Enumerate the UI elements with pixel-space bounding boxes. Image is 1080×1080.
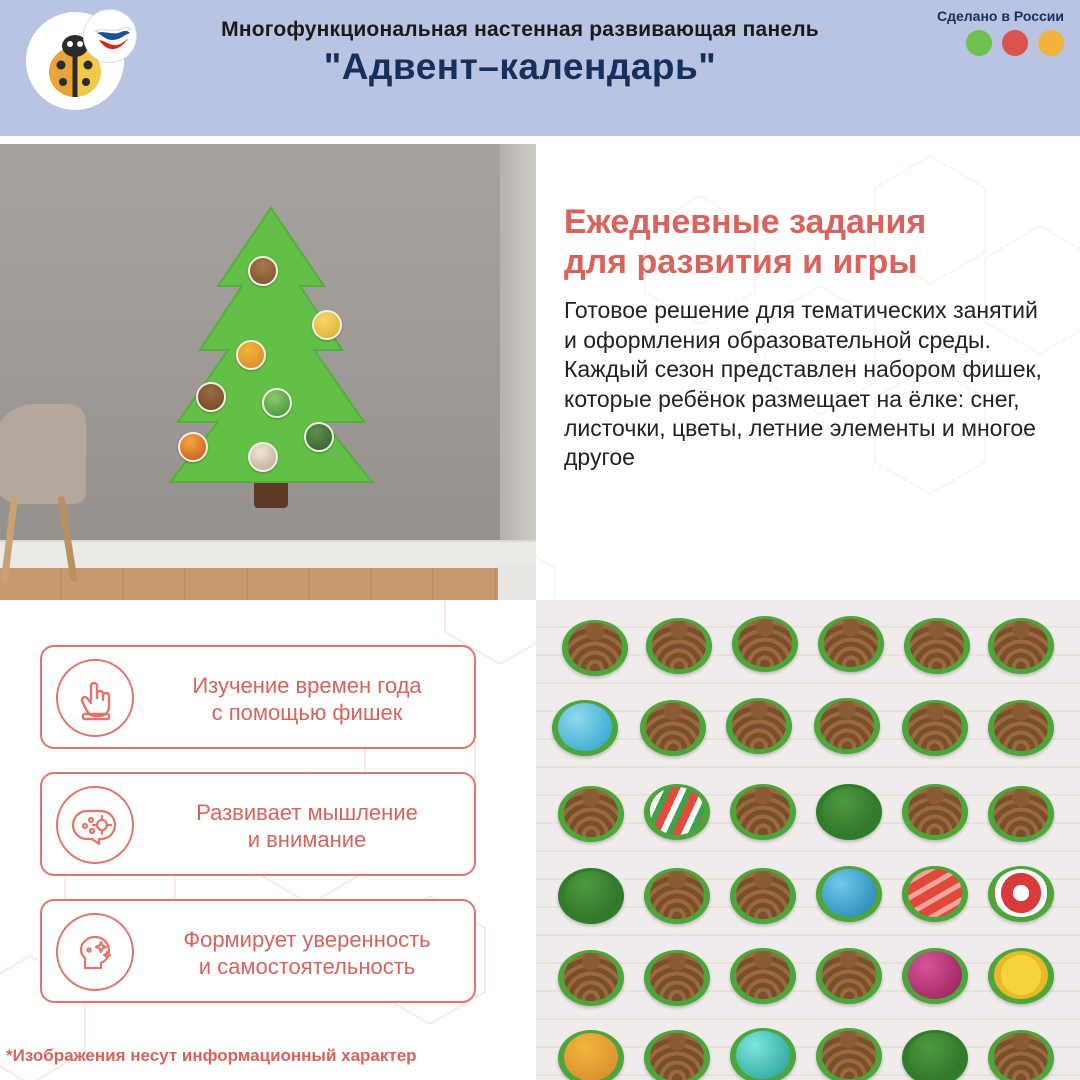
tree-chip-orange	[236, 340, 266, 370]
chip-cone	[816, 1028, 882, 1080]
tree-chip-dark	[304, 422, 334, 452]
made-in-russia-badge	[937, 8, 1064, 56]
chip-cone	[988, 786, 1054, 842]
gear-brain-icon	[56, 786, 134, 864]
chip-cone	[730, 948, 796, 1004]
tree-chip-cone	[248, 256, 278, 286]
chip-cone	[562, 620, 628, 676]
header-subtitle: Многофункциональная настенная развивающая панель	[221, 18, 819, 41]
chip-cone	[646, 618, 712, 674]
chair-seat	[0, 404, 86, 504]
tree-chip-yellow	[312, 310, 342, 340]
tree-chip-leaf	[178, 432, 208, 462]
chip-blue-bauble	[552, 700, 618, 756]
feature-label-seasons	[142, 647, 472, 751]
chip-dark-green	[902, 1030, 968, 1080]
features-section	[0, 600, 536, 1080]
chip-cone	[902, 784, 968, 840]
feature-seasons-line1: Изучение времен года	[192, 672, 422, 698]
panel-heading-line1: Ежедневные задания	[564, 203, 927, 241]
head-sparkle-icon	[56, 913, 134, 991]
dot-yellow	[1038, 30, 1064, 56]
dot-green	[966, 30, 992, 56]
radiator	[498, 564, 536, 600]
chip-blue-bauble	[816, 866, 882, 922]
felt-tree	[128, 200, 418, 530]
chip-dark-green	[558, 868, 624, 924]
hand-pointing-icon	[56, 659, 134, 737]
brand-logo	[22, 8, 140, 114]
chip-cone	[644, 950, 710, 1006]
chip-cone	[988, 700, 1054, 756]
chip-cone	[988, 1030, 1054, 1080]
chip-teal-bauble	[730, 1028, 796, 1080]
panel-heading-line2: для развития и игры	[564, 243, 918, 282]
dot-red	[1002, 30, 1028, 56]
chip-yellow-flower-bauble	[988, 948, 1054, 1004]
chips-set-photo	[536, 600, 1080, 1080]
feature-thinking-line2: и внимание	[247, 827, 367, 852]
chip-striped-candy	[644, 784, 710, 840]
feature-thinking-line1: Развивает мышление	[196, 799, 418, 825]
chip-cone	[732, 616, 798, 672]
chip-cone	[726, 698, 792, 754]
chip-cone	[558, 950, 624, 1006]
chip-orange-star-bauble	[558, 1030, 624, 1080]
made-in-russia-label: Сделано в России	[937, 8, 1064, 24]
description-panel	[536, 144, 1080, 600]
chip-dark-green	[816, 784, 882, 840]
chip-cone	[558, 786, 624, 842]
page-title: "Адвент–календарь"	[323, 46, 717, 87]
chip-cone	[818, 616, 884, 672]
chip-cone	[902, 700, 968, 756]
tree-chip-green	[262, 388, 292, 418]
panel-body-text: Готовое решение для тематических занятий и оформления образовательной среды. Каждый сезон представлен набором фишек, которые ребёнок размещает на ёлке: снег, листочки, цветы, летние элементы и многое другое	[564, 297, 1042, 471]
chip-cone	[644, 1030, 710, 1080]
chip-cone	[988, 618, 1054, 674]
felt-christmas-tree-photo	[0, 144, 536, 600]
russian-flag-icon	[84, 10, 136, 62]
feature-confidence-line2: и самостоятельность	[198, 954, 416, 979]
chip-red-white-bauble	[988, 866, 1054, 922]
chair-leg	[57, 496, 77, 582]
chip-cone	[730, 868, 796, 924]
room-wall-corner	[500, 144, 536, 544]
chip-cone	[640, 700, 706, 756]
tree-chip-hedgehog	[248, 442, 278, 472]
chip-cone	[904, 618, 970, 674]
panel-heading	[564, 202, 1054, 282]
feature-confidence-line1: Формирует уверенность	[183, 926, 431, 952]
chip-cone	[814, 698, 880, 754]
chip-red-striped-bauble	[902, 866, 968, 922]
color-dots	[937, 30, 1064, 56]
disclaimer-text: *Изображения несут информационный характер	[6, 1046, 417, 1065]
feature-card-confidence	[40, 899, 476, 1003]
page-header	[0, 0, 1080, 136]
tree-chip-cone-2	[196, 382, 226, 412]
chip-magenta-bauble	[902, 948, 968, 1004]
feature-card-seasons	[40, 645, 476, 749]
chip-cone	[816, 948, 882, 1004]
chair	[0, 404, 90, 594]
feature-label-thinking	[142, 774, 472, 878]
feature-card-thinking	[40, 772, 476, 876]
feature-label-confidence	[142, 901, 472, 1005]
header-titles	[150, 18, 890, 88]
feature-seasons-line2: с помощью фишек	[211, 700, 403, 725]
chair-leg	[1, 496, 18, 582]
chip-cone	[644, 868, 710, 924]
chip-cone	[730, 784, 796, 840]
